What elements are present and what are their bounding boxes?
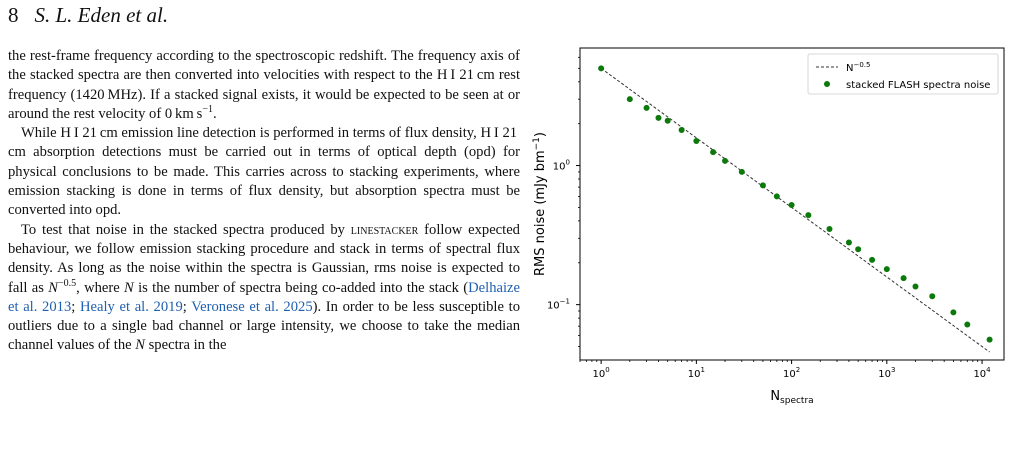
running-head: [8, 3, 168, 28]
legend-points-swatch: [824, 81, 830, 87]
x-tick-label: $10^3$: [878, 366, 896, 380]
tool-name: linestacker: [350, 221, 419, 238]
y-axis-label: RMS noise (mJy $bm^{-1}$): [532, 131, 548, 277]
chart-legend: [808, 54, 998, 94]
data-point: [884, 266, 890, 272]
data-point: [950, 309, 956, 315]
x-tick-label: $10^0$: [592, 366, 610, 380]
citation-link[interactable]: Veronese et al. 2025: [191, 298, 313, 315]
data-point: [710, 149, 716, 155]
data-point: [929, 293, 935, 299]
data-point: [598, 65, 604, 71]
x-tick-label: $10^4$: [973, 366, 991, 380]
data-point: [722, 158, 728, 164]
data-point: [627, 96, 633, 102]
rms-noise-chart: [530, 40, 1016, 430]
data-point: [693, 138, 699, 144]
data-point: [855, 246, 861, 252]
legend-points-label: stacked FLASH spectra noise: [846, 80, 991, 91]
page-number: 8: [8, 3, 19, 27]
data-point: [679, 127, 685, 133]
data-point: [846, 239, 852, 245]
model-power-law-line: [601, 68, 989, 352]
citation-link[interactable]: Delhaize et al. 2013: [8, 279, 520, 315]
paragraph-3: To test that noise in the stacked spectra produced by linestacker follow expected behaviour, we follow emission stacking procedure and stack in terms of spectral flux density. As long as the noise within the spectra is Gaussian, rms noise is expected to fall as $N^{-0.5}$, where N is the number of spectra being co-added into the stack (Delhaize et al. 2013; Healy et al. 2019; Veronese et al. 2025). In order to be less susceptible to outliers due to a single bad channel or large intensity, we choose to take the median channel values of the N spectra in the: [8, 221, 520, 354]
data-point: [774, 193, 780, 199]
data-point: [987, 337, 993, 343]
data-point: [869, 257, 875, 263]
running-head-authors: S. L. Eden et al.: [34, 3, 169, 27]
body-text-column: [8, 47, 520, 356]
data-point: [805, 212, 811, 218]
data-point: [964, 321, 970, 327]
data-point: [760, 182, 766, 188]
y-tick-label: $10^0$: [552, 158, 570, 173]
data-point: [901, 275, 907, 281]
data-point: [912, 284, 918, 290]
data-point: [655, 115, 661, 121]
x-axis-label: $N_{spectra}$: [770, 389, 814, 406]
data-point: [826, 226, 832, 232]
x-tick-label: $10^2$: [782, 366, 801, 380]
x-tick-label: $10^1$: [687, 366, 705, 380]
paragraph-2: While H I 21 cm emission line detection is performed in terms of flux density, H I 21 cm absorption detections must be carried out in terms of optical depth (opd) for physical conclusions to be made. This carries across to stacking experiments, where emission stacking is done in terms of flux density, but absorption spectra must be converted into opd.: [8, 125, 520, 219]
figure-rms-noise: [530, 40, 1016, 435]
data-point: [739, 169, 745, 175]
data-point: [789, 202, 795, 208]
legend-model-label: $N^{-0.5}$: [846, 61, 871, 74]
data-point: [665, 118, 671, 124]
data-point: [644, 105, 650, 111]
paragraph-1: the rest-frame frequency according to the spectroscopic redshift. The frequency axis of the stacked spectra are then converted into velocities with respect to the H I 21 cm rest frequency (1420 MHz). If a stacked signal exists, it would be expected to be seen at or around the rest velocity of 0 km $s^{-1}$.: [8, 48, 520, 122]
citation-link[interactable]: Healy et al. 2019: [79, 298, 183, 315]
y-tick-label: $10^{-1}$: [546, 297, 570, 312]
